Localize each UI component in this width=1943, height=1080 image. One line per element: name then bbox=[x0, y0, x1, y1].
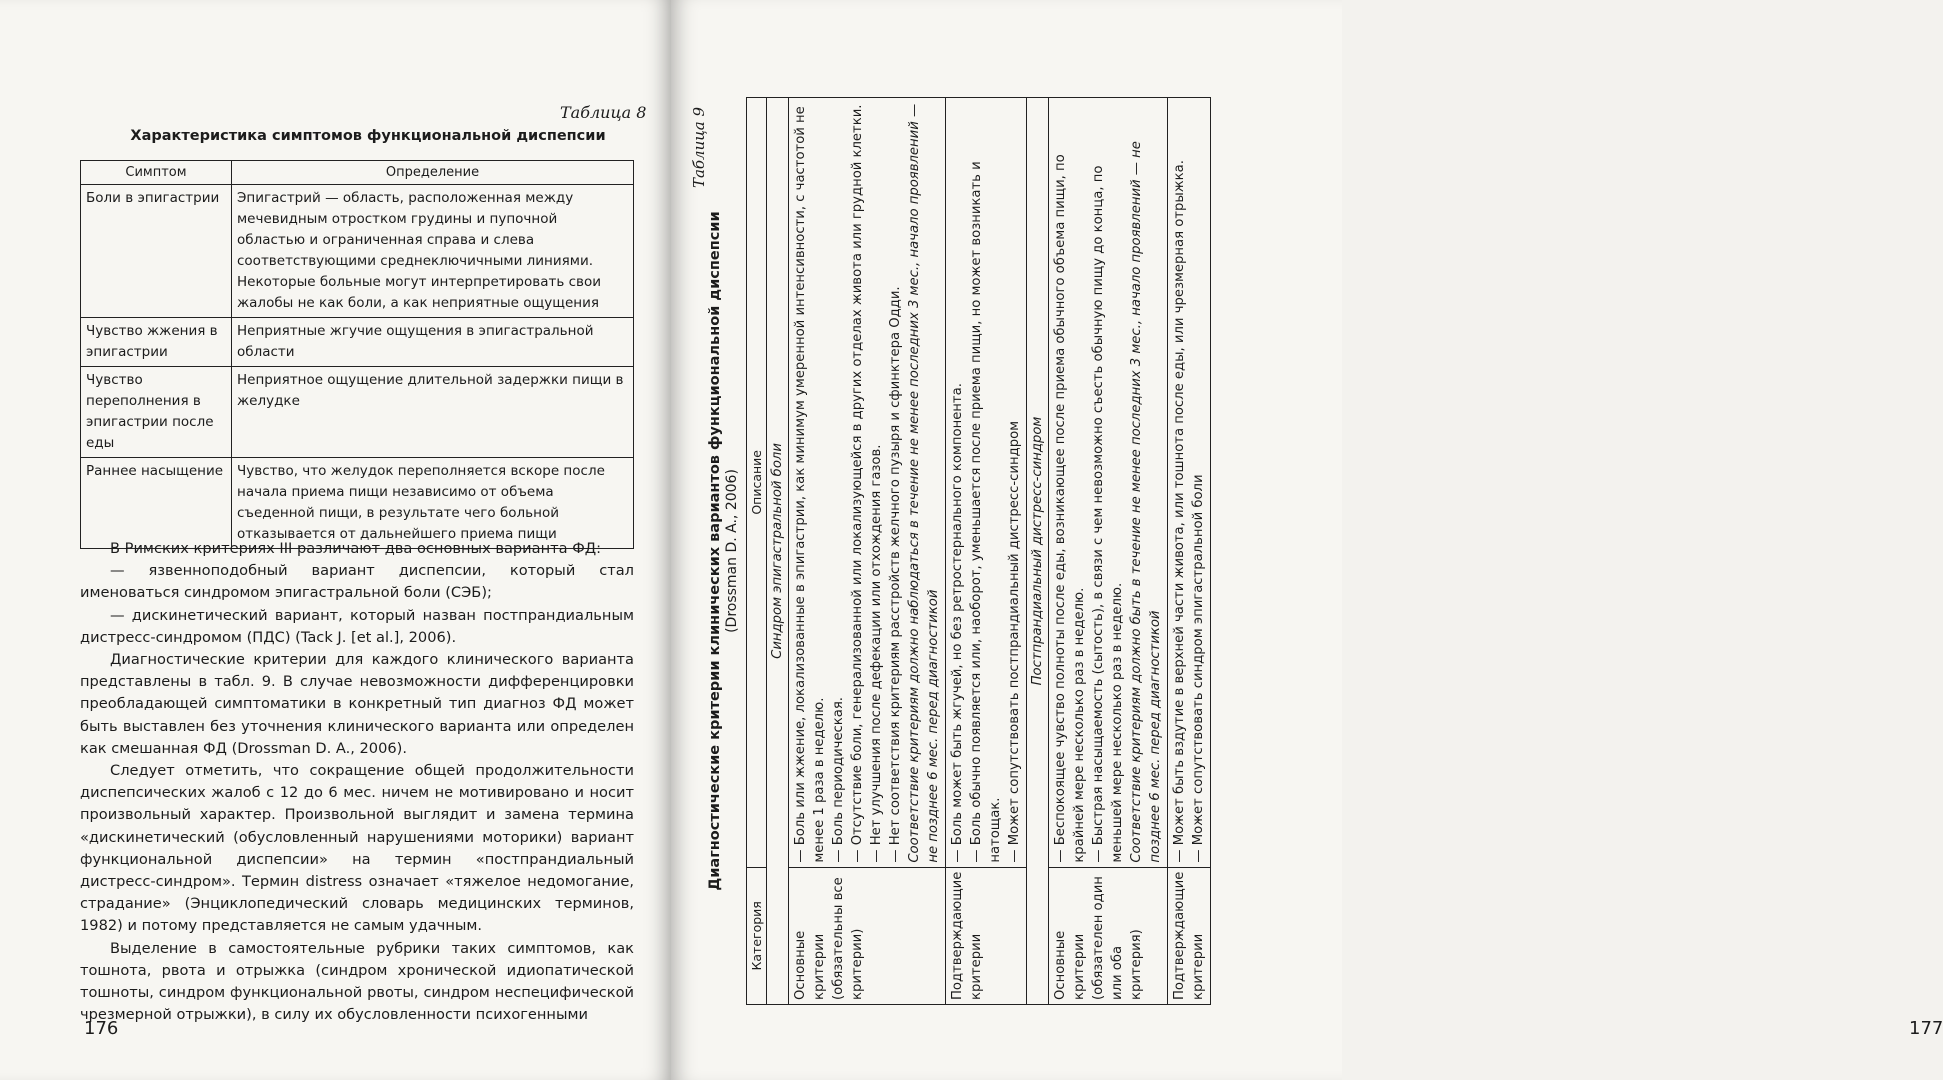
table-8-label: Таблица 8 bbox=[560, 103, 647, 122]
table-row bbox=[789, 98, 946, 1005]
criterion-item: — Боль или жжение, локализованные в эпигастрии, как минимум умеренной интенсивности, с частотой не менее 1 раза в неделю. bbox=[793, 106, 827, 863]
symptom-cell: Чувство жжения в эпигастрии bbox=[81, 318, 232, 367]
criterion-item: — Беспокоящее чувство полноты после еды, возникающее после приема обычного объема пищи, по крайней мере несколько раз в неделю. bbox=[1053, 154, 1087, 863]
criterion-item: — Может сопутствовать постпрандиальный дистресс-синдром bbox=[1007, 420, 1022, 863]
category-cell: Подтверждающие критерии bbox=[1168, 867, 1211, 1004]
criterion-item: — Может сопутствовать синдром эпигастральной боли bbox=[1191, 474, 1206, 863]
column-header-category: Категория bbox=[747, 867, 767, 1004]
criterion-item: — Нет улучшения после дефекации или отхождения газов. bbox=[869, 444, 884, 863]
column-header-symptom: Симптом bbox=[81, 161, 232, 185]
criteria-table bbox=[746, 97, 1211, 1005]
symptom-cell: Раннее насыщение bbox=[81, 458, 232, 549]
category-cell: Основные критерии (обязательны все критерии) bbox=[789, 867, 946, 1004]
criterion-item: — Нет соответствия критериям расстройств желчного пузыря и сфинктера Одди. bbox=[888, 286, 903, 863]
definition-cell: Эпигастрий — область, расположенная между мечевидным отростком грудины и пупочной областью и ограниченная справа и слева соответствующими среднеключичными линиями. Некоторые больные могут интерпретировать свои жалобы не как боли, а как неприятные ощущения bbox=[232, 185, 634, 318]
rotated-table-9-block bbox=[690, 97, 1240, 1005]
criterion-note: Соответствие критериям должно быть в течение не менее последних 3 мес., начало проявлений — не позднее 6 мес. перед диагностикой bbox=[1129, 141, 1163, 863]
table-row bbox=[946, 98, 1027, 1005]
column-header-definition: Определение bbox=[232, 161, 634, 185]
category-cell: Основные критерии (обязателен один или оба критерия) bbox=[1049, 867, 1168, 1004]
table-row bbox=[81, 318, 634, 367]
table-row bbox=[1168, 98, 1211, 1005]
paragraph: Выделение в самостоятельные рубрики таких симптомов, как тошнота, рвота и отрыжка (синдром хронической идиопатической тошноты, синдром функциональной рвоты, синдром неспецифической чрезмерной отрыжки), в силу их обусловленности психогенными bbox=[80, 939, 634, 1024]
body-text bbox=[80, 538, 634, 1026]
table-row bbox=[1049, 98, 1168, 1005]
table-9-label: Таблица 9 bbox=[690, 107, 708, 189]
symptoms-table bbox=[80, 160, 634, 549]
paragraph: В Римских критериях III различают два основных варианта ФД: bbox=[110, 540, 602, 557]
paragraph: Следует отметить, что сокращение общей продолжительности диспепсических жалоб с 12 до 6 мес. ничем не мотивировано и носит произвольный характер. Произвольной выглядит и замена термина «дискинетический (обусловленный нарушениями моторики) вариант функциональной диспепсии» на термин «постпрандиальный дистресс-синдром». Термин distress означает «тяжелое недомогание, страдание» (Энциклопедический словарь медицинских терминов, 1982) и потому представляется не самым удачным. bbox=[80, 762, 634, 935]
table-9-subtitle: (Drossman D. A., 2006) bbox=[724, 469, 740, 633]
definition-cell: Чувство, что желудок переполняется вскоре после начала приема пищи независимо от объема съеденной пищи, в результате чего больной отказывается от дальнейшего приема пищи bbox=[232, 458, 634, 549]
criterion-item: — Боль обычно появляется или, наоборот, уменьшается после приема пищи, но может возникать и натощак. bbox=[969, 161, 1003, 863]
category-cell: Подтверждающие критерии bbox=[946, 867, 1027, 1004]
paragraph: — язвенноподобный вариант диспепсии, который стал именоваться синдромом эпигастральной боли (СЭБ); bbox=[80, 562, 634, 602]
criterion-note: Соответствие критериям должно наблюдаться в течение не менее последних 3 мес., начало проявлений — не позднее 6 мес. перед диагностикой bbox=[907, 103, 941, 863]
definition-cell: Неприятное ощущение длительной задержки пищи в желудке bbox=[232, 367, 634, 458]
table-row bbox=[81, 367, 634, 458]
paragraph: Диагностические критерии для каждого клинического варианта представлены в табл. 9. В случае невозможности дифференцировки преобладающей симптоматики в конкретный тип диагноз ФД может быть выставлен без уточнения клинического варианта или определен как смешанная ФД (Drossman D. A., 2006). bbox=[80, 651, 634, 757]
left-page bbox=[0, 0, 671, 1080]
symptom-cell: Боли в эпигастрии bbox=[81, 185, 232, 318]
paragraph: — дискинетический вариант, который назван постпрандиальным дистресс-синдромом (ПДС) (Tack J. [et al.], 2006). bbox=[80, 606, 634, 646]
criterion-item: — Боль может быть жгучей, но без ретростернального компонента. bbox=[950, 383, 965, 863]
section-header-postprandial-distress: Постпрандиальный дистресс-синдром bbox=[1027, 98, 1049, 1005]
page-number-left: 176 bbox=[84, 1018, 119, 1039]
criterion-item: — Быстрая насыщаемость (сытость), в связи с чем невозможно съесть обычную пищу до конца, по меньшей мере несколько раз в неделю. bbox=[1091, 165, 1125, 863]
page-number-right: 177 bbox=[1909, 1018, 1943, 1039]
description-cell bbox=[789, 98, 946, 868]
criterion-item: — Боль периодическая. bbox=[831, 697, 846, 863]
symptom-cell: Чувство переполнения в эпигастрии после еды bbox=[81, 367, 232, 458]
description-cell bbox=[946, 98, 1027, 868]
section-header-epigastric-pain: Синдром эпигастральной боли bbox=[767, 98, 789, 1005]
description-cell bbox=[1049, 98, 1168, 868]
table-9-title: Диагностические критерии клинических вариантов функциональной диспепсии bbox=[707, 211, 723, 891]
table-row bbox=[81, 458, 634, 549]
criterion-item: — Отсутствие боли, генерализованной или локализующейся в других отделах живота или грудной клетки. bbox=[850, 104, 865, 863]
criterion-item: — Может быть вздутие в верхней части живота, или тошнота после еды, или чрезмерная отрыжка. bbox=[1172, 160, 1187, 863]
description-cell bbox=[1168, 98, 1211, 868]
column-header-description: Описание bbox=[747, 98, 767, 868]
definition-cell: Неприятные жгучие ощущения в эпигастральной области bbox=[232, 318, 634, 367]
table-8-title: Характеристика симптомов функциональной диспепсии bbox=[130, 128, 606, 144]
table-row bbox=[81, 185, 634, 318]
